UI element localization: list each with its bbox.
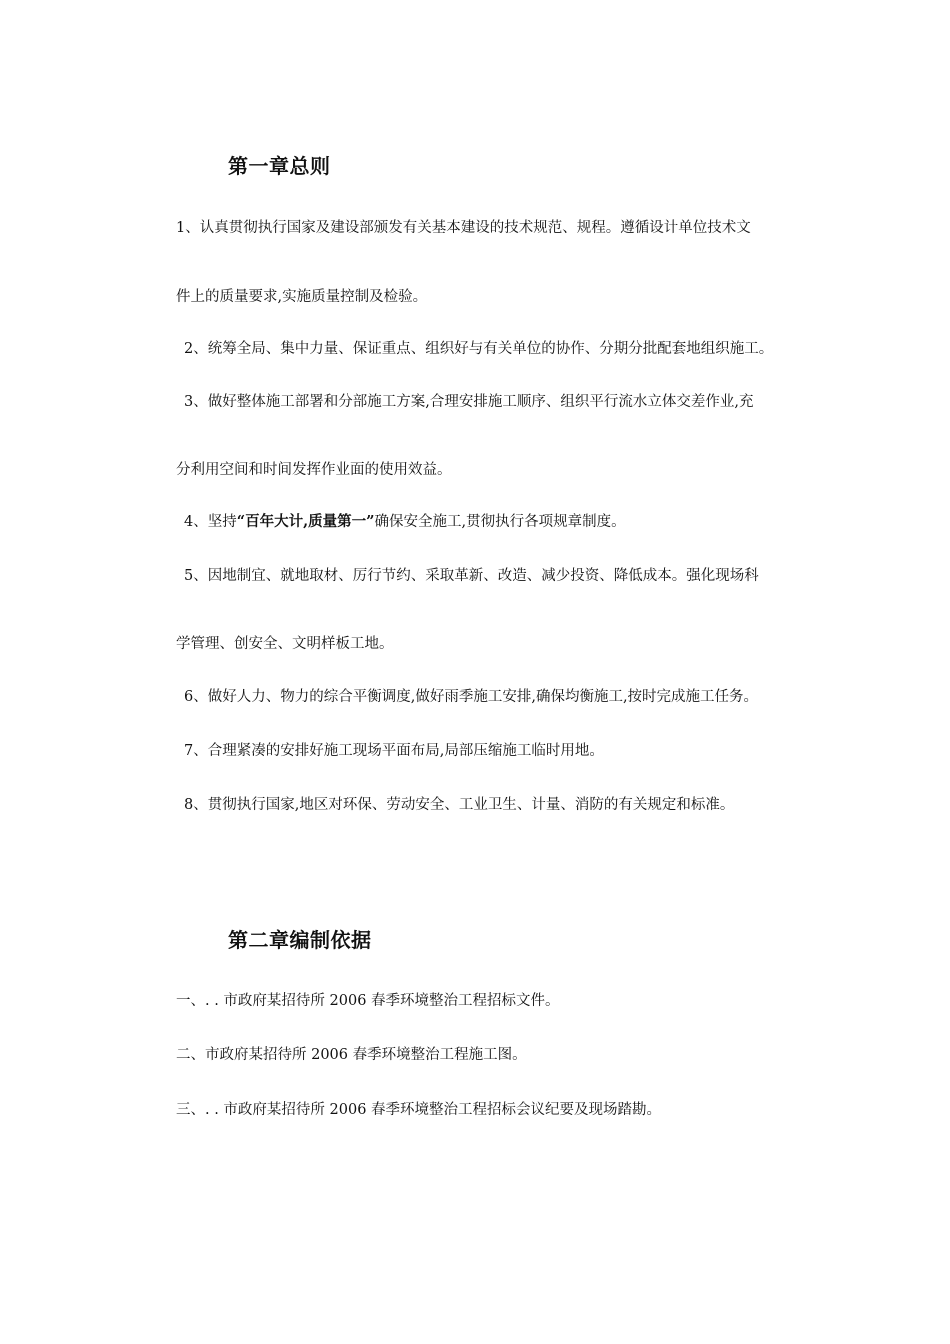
ch1-item-1-line-2: 件上的质量要求,实施质量控制及检验。 — [176, 289, 428, 305]
ch1-item-5-line-1: 5、因地制宜、就地取材、厉行节约、采取革新、改造、减少投资、降低成本。强化现场科 — [184, 568, 759, 584]
ch1-item-8: 8、贯彻执行国家,地区对环保、劳动安全、工业卫生、计量、消防的有关规定和标准。 — [184, 797, 735, 813]
chapter-2-title: 第二章编制依据 — [228, 928, 372, 952]
ch1-item-4-prefix: 4、坚持 — [184, 514, 237, 530]
ch2-item-2: 二、市政府某招待所 2006 春季环境整治工程施工图。 — [176, 1047, 527, 1063]
ch1-item-4 — [184, 512, 626, 532]
ch1-item-2: 2、统筹全局、集中力量、保证重点、组织好与有关单位的协作、分期分批配套地组织施工。 — [184, 341, 774, 357]
ch1-item-4-quote: “百年大计,质量第一” — [236, 513, 375, 530]
ch2-item-3: 三、. . 市政府某招待所 2006 春季环境整治工程招标会议纪要及现场踏勘。 — [176, 1102, 662, 1118]
ch1-item-6: 6、做好人力、物力的综合平衡调度,做好雨季施工安排,确保均衡施工,按时完成施工任务。 — [184, 689, 759, 705]
ch2-item-1: 一、. . 市政府某招待所 2006 春季环境整治工程招标文件。 — [176, 993, 560, 1009]
ch1-item-4-suffix: 确保安全施工,贯彻执行各项规章制度。 — [374, 514, 626, 530]
ch1-item-7: 7、合理紧凑的安排好施工现场平面布局,局部压缩施工临时用地。 — [184, 743, 604, 759]
ch1-item-5-line-2: 学管理、创安全、文明样板工地。 — [176, 636, 394, 652]
ch1-item-3-line-1: 3、做好整体施工部署和分部施工方案,合理安排施工顺序、组织平行流水立体交差作业,充 — [184, 394, 754, 410]
ch1-item-1-line-1: 1、认真贯彻执行国家及建设部颁发有关基本建设的技术规范、规程。遵循设计单位技术文 — [176, 220, 751, 236]
chapter-1-title: 第一章总则 — [228, 154, 331, 178]
ch1-item-3-line-2: 分利用空间和时间发挥作业面的使用效益。 — [176, 462, 452, 478]
